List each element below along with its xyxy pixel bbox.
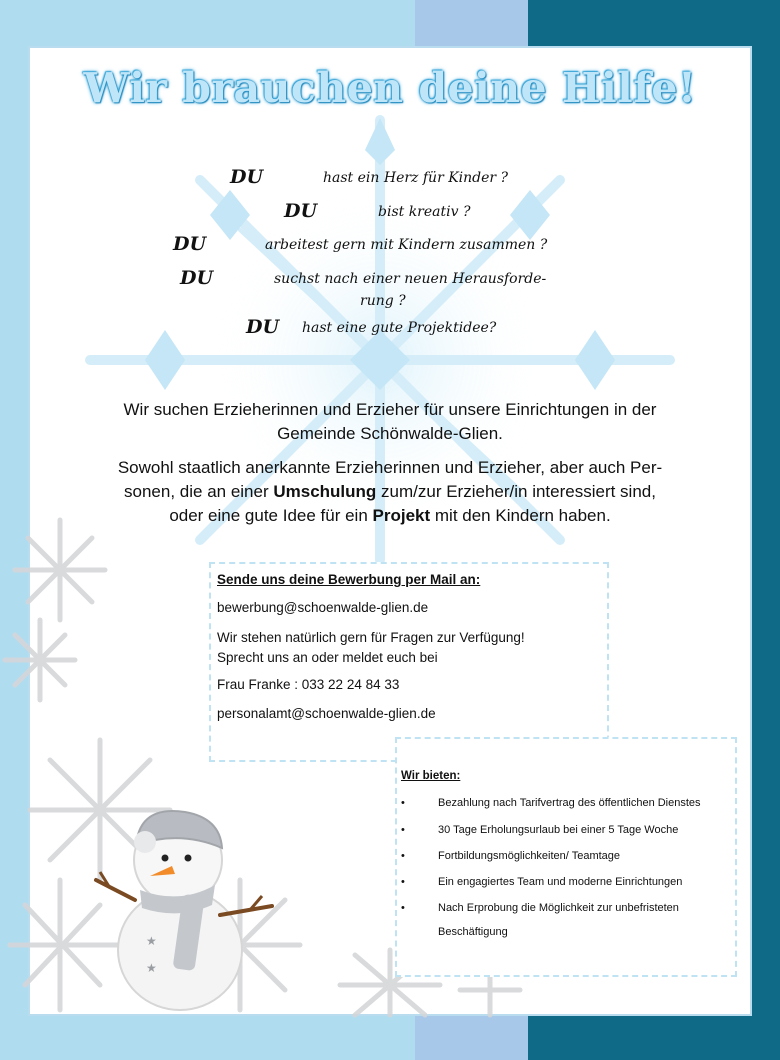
keyword-umschulung: Umschulung bbox=[273, 482, 377, 501]
keyword-projekt: Projekt bbox=[372, 506, 431, 525]
page-title: Wir brauchen deine Hilfe! bbox=[83, 64, 697, 112]
intro-line-2: Gemeinde Schönwalde-Glien. bbox=[277, 424, 503, 443]
offer-text-5: Nach Erprobung die Möglichkeit zur unbefristeten Beschäftigung bbox=[438, 902, 679, 938]
contact-email[interactable]: bewerbung@schoenwalde-glien.de bbox=[217, 600, 429, 615]
intro-p2-line-2c: zum/zur Erzieher/in interessiert sind, bbox=[376, 482, 656, 501]
bullet-icon: • bbox=[401, 824, 405, 836]
offer-text-2: 30 Tage Erholungsurlaub bei einer 5 Tage Woche bbox=[438, 824, 679, 836]
question-text-4: suchst nach einer neuen Herausforde- bbox=[274, 271, 547, 287]
offer-text-3: Fortbildungsmöglichkeiten/ Teamtage bbox=[438, 850, 621, 862]
question-text-2: bist kreativ ? bbox=[378, 204, 471, 220]
question-du-5: DU bbox=[246, 316, 280, 338]
question-text-3: arbeitest gern mit Kindern zusammen ? bbox=[265, 237, 548, 253]
intro-p2-line-3c: mit den Kindern haben. bbox=[430, 506, 611, 525]
offer-text-4: Ein engagiertes Team und moderne Einrichtungen bbox=[438, 876, 683, 888]
question-du-4: DU bbox=[180, 267, 214, 289]
bullet-icon: • bbox=[401, 797, 405, 809]
svg-text:★: ★ bbox=[146, 934, 157, 948]
question-du-3: DU bbox=[173, 233, 207, 255]
bullet-icon: • bbox=[401, 850, 405, 862]
intro-p2-line-2 bbox=[70, 480, 710, 504]
contact-questions-line-1: Wir stehen natürlich gern für Fragen zur Verfügung! bbox=[217, 630, 525, 645]
question-du-1: DU bbox=[230, 166, 264, 188]
offer-text-1: Bezahlung nach Tarifvertrag des öffentlichen Dienstes bbox=[438, 797, 701, 809]
intro-p2-line-1: Sowohl staatlich anerkannte Erzieherinnen und Erzieher, aber auch Per- bbox=[117, 458, 663, 477]
contact-heading: Sende uns deine Bewerbung per Mail an: bbox=[217, 572, 481, 587]
question-text-4b: rung ? bbox=[360, 293, 406, 309]
question-text-5: hast eine gute Projektidee? bbox=[302, 320, 497, 336]
contact-questions-line-2: Sprecht uns an oder meldet euch bei bbox=[217, 650, 438, 665]
intro-p2-line-3 bbox=[70, 504, 710, 528]
question-text-1: hast ein Herz für Kinder ? bbox=[323, 170, 509, 186]
intro-line-1: Wir suchen Erzieherinnen und Erzieher für unsere Einrichtungen in der bbox=[123, 400, 657, 419]
offers-heading: Wir bieten: bbox=[401, 770, 461, 782]
intro-p2-line-3a: oder eine gute Idee für ein bbox=[169, 506, 373, 525]
contact-person: Frau Franke : 033 22 24 84 33 bbox=[217, 677, 400, 692]
bullet-icon: • bbox=[401, 902, 405, 914]
intro-paragraph-1 bbox=[70, 398, 710, 446]
snowman-icon bbox=[96, 811, 272, 1010]
svg-text:★: ★ bbox=[146, 961, 157, 975]
intro-paragraph-2 bbox=[70, 456, 710, 528]
intro-p2-line-2a: sonen, die an einer bbox=[124, 482, 274, 501]
contact-email-2[interactable]: personalamt@schoenwalde-glien.de bbox=[217, 706, 436, 721]
question-du-2: DU bbox=[284, 200, 318, 222]
bullet-icon: • bbox=[401, 876, 405, 888]
